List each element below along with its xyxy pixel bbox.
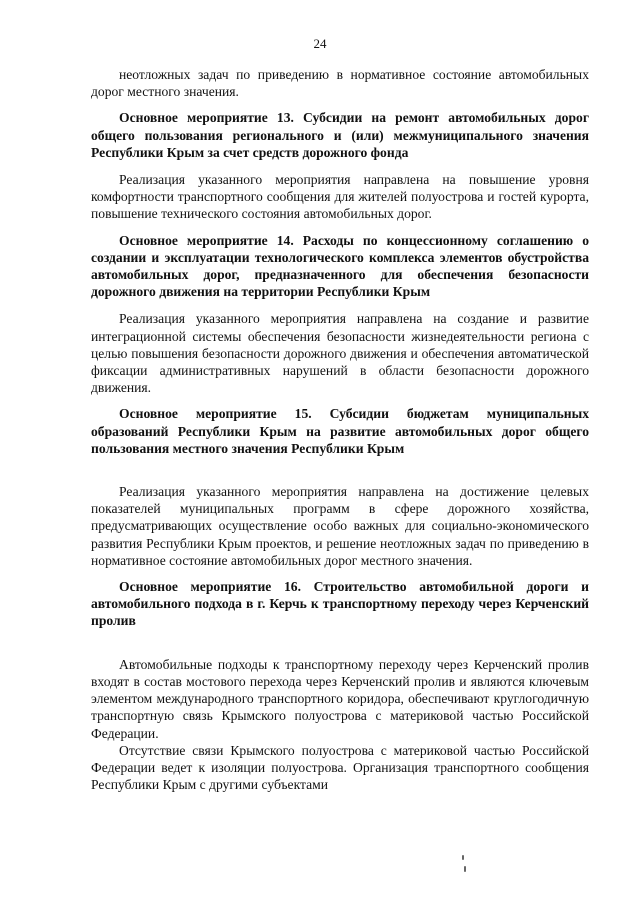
heading-measure-13: Основное мероприятие 13. Субсидии на ремонт автомобильных дорог общего пользования регионального и (или) межмуниципального значения Республики Крым за счет средств дорожного фонда <box>91 110 589 160</box>
paragraph-measure-16-b: Отсутствие связи Крымского полуострова с материковой частью Российской Федерации ведет к изоляции полуострова. Организация транспортного сообщения Республики Крым с другими субъектами <box>91 742 589 793</box>
paragraph-measure-14: Реализация указанного мероприятия направлена на создание и развитие интеграционной системы обеспечения безопасности жизнедеятельности региона с целью повышения безопасности дорожного движения и обеспечения автоматической фиксации административных нарушений в области безопасности дорожного движения. <box>91 311 589 396</box>
paragraph-measure-15: Реализация указанного мероприятия направлена на достижение целевых показателей муниципальных программ в сфере дорожного хозяйства, предусматривающих осуществление особо важных для социально-экономического развития Республики Крым проектов, и решение неотложных задач по приведению в нормативное состояние автомобильных дорог местного значения. <box>91 484 589 568</box>
page-number: 24 <box>313 36 327 51</box>
paragraph-intro-continuation: неотложных задач по приведению в нормативное состояние автомобильных дорог местного значения. <box>91 67 589 100</box>
heading-measure-15: Основное мероприятие 15. Субсидии бюджетам муниципальных образований Республики Крым на развитие автомобильных дорог общего пользования местного значения Республики Крым <box>91 406 589 456</box>
heading-measure-14: Основное мероприятие 14. Расходы по концессионному соглашению о создании и эксплуатации технологического комплекса элементов обустройства автомобильных дорог, предназначенного для обеспечения безопасности дорожного движения на территории Республики Крым <box>91 232 589 300</box>
scan-speck-mark <box>461 855 467 873</box>
paragraph-measure-13: Реализация указанного мероприятия направлена на повышение уровня комфортности транспортного сообщения для жителей полуострова и гостей курорта, повышение технического состояния автомобильных дорог. <box>91 172 589 222</box>
heading-measure-16: Основное мероприятие 16. Строительство автомобильной дороги и автомобильного подхода в г. Керчь к транспортному переходу через Керченский пролив <box>91 579 589 629</box>
paragraph-measure-16-a: Автомобильные подходы к транспортному переходу через Керченский пролив входят в состав мостового перехода через Керченский пролив и являются ключевым элементом международного транспортного коридора, обеспечивают круглогодичную транспортную связь Крымского полуострова с материковой частью Российской Федерации. <box>91 656 589 741</box>
document-body <box>91 66 589 793</box>
